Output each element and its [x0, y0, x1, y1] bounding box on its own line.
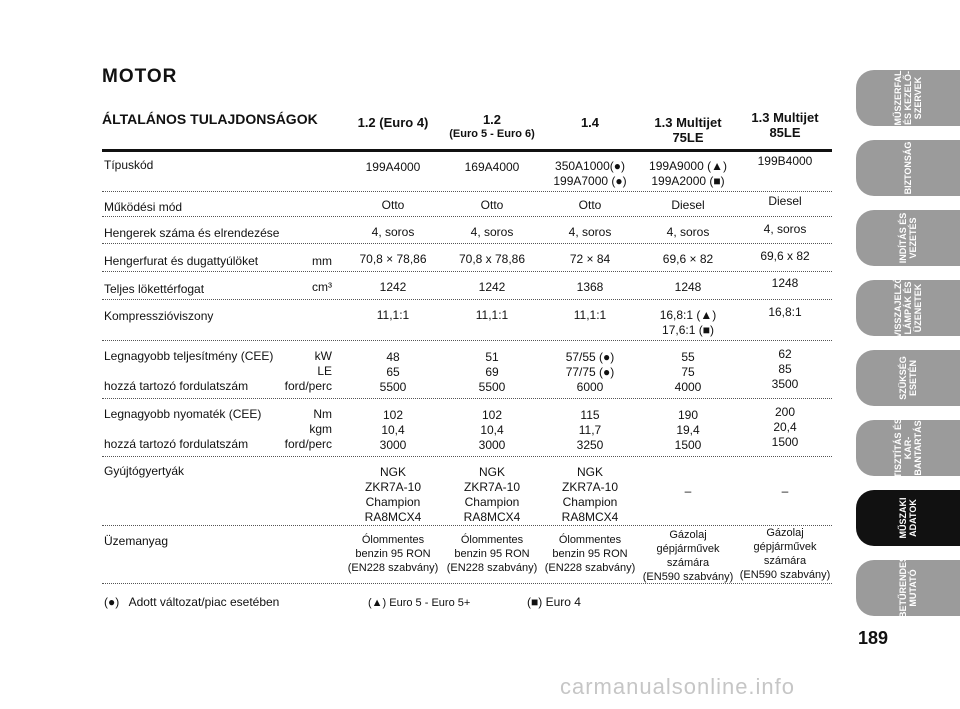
tipuskod-c3-line: 350A1000(●) — [555, 159, 625, 173]
footnote-variant: (●) Adott változat/piac esetében — [104, 595, 280, 609]
loket-c4: 1248 — [674, 280, 702, 294]
mod-c1: Otto — [381, 198, 405, 212]
row-divider — [102, 191, 832, 192]
tab-label: SZÜKSÉG ESETÉN — [898, 356, 918, 400]
label-uzem: Üzemanyag — [104, 534, 169, 548]
uzem-c3-line: benzin 95 RON — [552, 548, 628, 560]
row-divider — [102, 271, 832, 272]
nyom-c3-line: 115 — [580, 408, 600, 422]
header-col1: 1.2 (Euro 4) — [357, 115, 429, 130]
kompr-c3: 11,1:1 — [573, 308, 607, 322]
tab-muszerfal[interactable] — [856, 70, 960, 126]
uzem-c5-line: (EN590 szabvány) — [739, 569, 831, 581]
furat-c4: 69,6 × 82 — [662, 252, 714, 266]
header-col2-main: 1.2 — [482, 112, 502, 127]
kompr-c1: 11,1:1 — [376, 308, 410, 322]
nyom-c5 — [737, 405, 833, 450]
telj-c2-line: 69 — [485, 365, 499, 379]
nyom-c3-line: 11,7 — [578, 423, 602, 437]
gyujto-c3-line: RA8MCX4 — [561, 510, 619, 524]
unit-telj-kw: kW — [314, 349, 332, 363]
nyom-c5-line: 200 — [774, 405, 796, 419]
gyujto-c3-line: NGK — [576, 465, 603, 479]
header-rule — [102, 149, 832, 152]
tipuskod-c4 — [640, 159, 736, 189]
telj-c1-line: 65 — [386, 365, 400, 379]
uzem-c4 — [640, 528, 736, 584]
mod-c5: Diesel — [768, 194, 802, 208]
tab-tisztitas[interactable] — [856, 417, 960, 478]
gyujto-c2-line: NGK — [478, 465, 505, 479]
telj-c4-line: 4000 — [674, 380, 702, 394]
nyom-c2-line: 10,4 — [480, 423, 504, 437]
header-col4 — [640, 115, 736, 145]
header-col4-l2: 75LE — [672, 130, 704, 145]
furat-c2: 70,8 x 78,86 — [458, 252, 526, 266]
unit-telj-rpm: ford/perc — [284, 379, 332, 393]
nyom-c4-line: 19,4 — [676, 423, 700, 437]
header-col2-sub: (Euro 5 - Euro 6) — [449, 128, 535, 140]
uzem-c1-line: (EN228 szabvány) — [347, 562, 439, 574]
tab-label: MŰSZAKI ADATOK — [898, 497, 918, 539]
gyujto-c1-line: ZKR7A-10 — [364, 480, 422, 494]
gyujto-c2-line: Champion — [464, 495, 520, 509]
label-nyom: Legnagyobb nyomaték (CEE) — [104, 407, 262, 421]
tipuskod-c1: 199A4000 — [365, 160, 421, 174]
furat-c3: 72 × 84 — [569, 252, 611, 266]
telj-c1 — [345, 350, 441, 395]
nyom-c4-line: 190 — [677, 408, 699, 422]
label-tipuskod: Típuskód — [104, 158, 154, 172]
uzem-c1-line: benzin 95 RON — [355, 548, 431, 560]
tab-label: TISZTÍTÁS ÉS KAR- BANTARTÁS — [893, 417, 923, 478]
label-telj: Legnagyobb teljesítmény (CEE) — [104, 349, 274, 363]
unit-loket: cm³ — [312, 280, 332, 294]
label-henger: Hengerek száma és elrendezése — [104, 226, 280, 240]
telj-c3-line: 77/75 (●) — [565, 365, 615, 379]
loket-c1: 1242 — [379, 280, 407, 294]
telj-c5-line: 85 — [778, 362, 792, 376]
tab-beturendes[interactable] — [856, 555, 960, 618]
telj-c3-line: 6000 — [576, 380, 604, 394]
nyom-c1-line: 10,4 — [381, 423, 405, 437]
gyujto-c2-line: RA8MCX4 — [463, 510, 521, 524]
henger-c4: 4, soros — [666, 225, 710, 239]
unit-nyom-rpm: ford/perc — [284, 437, 332, 451]
nyom-c2-line: 3000 — [478, 438, 506, 452]
uzem-c3-line: (EN228 szabvány) — [544, 562, 636, 574]
tab-label: BIZTONSÁG — [903, 141, 913, 195]
tipuskod-c2: 169A4000 — [464, 160, 520, 174]
tab-label: MŰSZERFAL ÉS KEZELŐ- SZERVEK — [893, 70, 923, 126]
telj-c5-line: 62 — [778, 347, 792, 361]
tab-szukseg[interactable] — [856, 350, 960, 406]
henger-c1: 4, soros — [371, 225, 415, 239]
uzem-c5-line: gépjárművek — [753, 541, 817, 553]
uzem-c1 — [345, 533, 441, 575]
tab-inditas[interactable] — [856, 210, 960, 266]
tipuskod-c5: 199B4000 — [757, 154, 813, 168]
nyom-c1-line: 3000 — [379, 438, 407, 452]
uzem-c2-line: (EN228 szabvány) — [446, 562, 538, 574]
nyom-c3-line: 3250 — [576, 438, 604, 452]
page-title: MOTOR — [102, 66, 178, 87]
footnote-euro5: (▲) Euro 5 - Euro 5+ — [368, 597, 471, 609]
loket-c3: 1368 — [576, 280, 604, 294]
tipuskod-c3-line: 199A7000 (●) — [553, 174, 627, 188]
uzem-c2-line: Ólommentes — [460, 534, 524, 546]
header-col4-l1: 1.3 Multijet — [654, 115, 722, 130]
telj-c2 — [444, 350, 540, 395]
uzem-c4-line: számára — [666, 557, 710, 569]
uzem-c3-line: Ólommentes — [558, 534, 622, 546]
gyujto-c5: – — [781, 484, 789, 498]
nyom-c1-line: 102 — [382, 408, 404, 422]
telj-c4-line: 75 — [681, 365, 695, 379]
tipuskod-c3 — [542, 159, 638, 189]
uzem-c3 — [542, 533, 638, 575]
nyom-c4 — [640, 408, 736, 453]
row-divider — [102, 525, 832, 526]
telj-c3 — [542, 350, 638, 395]
gyujto-c2 — [444, 465, 540, 525]
tab-visszajelzo[interactable] — [856, 276, 960, 338]
tab-muszaki-adatok[interactable] — [856, 490, 960, 546]
gyujto-c2-line: ZKR7A-10 — [463, 480, 521, 494]
telj-c5 — [737, 347, 833, 392]
label-nyom-rpm: hozzá tartozó fordulatszám — [104, 437, 249, 451]
gyujto-c1 — [345, 465, 441, 525]
label-mod: Működési mód — [104, 200, 183, 214]
henger-c5: 4, soros — [763, 222, 807, 236]
gyujto-c3 — [542, 465, 638, 525]
unit-nyom-kgm: kgm — [309, 422, 332, 436]
mod-c4: Diesel — [671, 198, 705, 212]
telj-c1-line: 5500 — [379, 380, 407, 394]
kompr-c5: 16,8:1 — [768, 305, 802, 319]
nyom-c3 — [542, 408, 638, 453]
mod-c3: Otto — [578, 198, 602, 212]
gyujto-c3-line: ZKR7A-10 — [561, 480, 619, 494]
footnote-euro4: (■) Euro 4 — [527, 595, 581, 609]
nyom-c1 — [345, 408, 441, 453]
nyom-c4-line: 1500 — [674, 438, 702, 452]
uzem-c4-line: Gázolaj — [669, 529, 707, 541]
gyujto-c1-line: NGK — [379, 465, 406, 479]
label-loket: Teljes lökettérfogat — [104, 282, 205, 296]
label-telj-rpm: hozzá tartozó fordulatszám — [104, 379, 249, 393]
header-general: ÁLTALÁNOS TULAJDONSÁGOK — [102, 111, 318, 127]
henger-c3: 4, soros — [568, 225, 612, 239]
telj-c1-line: 48 — [386, 350, 400, 364]
telj-c2-line: 51 — [485, 350, 499, 364]
row-divider — [102, 243, 832, 244]
uzem-c5-line: számára — [763, 555, 807, 567]
tab-label: VISSZAJELZŐ LÁMPÁK ÉS ÜZENETEK — [893, 276, 923, 338]
uzem-c2-line: benzin 95 RON — [454, 548, 530, 560]
nyom-c2-line: 102 — [481, 408, 503, 422]
telj-c3-line: 57/55 (●) — [565, 350, 615, 364]
page-number: 189 — [858, 628, 889, 648]
tipuskod-c4-line: 199A2000 (■) — [651, 174, 725, 188]
loket-c5: 1248 — [771, 276, 799, 290]
gyujto-c1-line: Champion — [365, 495, 421, 509]
kompr-c2: 11,1:1 — [475, 308, 509, 322]
tab-label: INDÍTÁS ÉS VEZETÉS — [898, 212, 918, 264]
tab-label: BETŰRENDES MUTATÓ — [898, 555, 918, 618]
header-col5-l2: 85LE — [769, 125, 801, 140]
telj-c2-line: 5500 — [478, 380, 506, 394]
row-divider — [102, 340, 832, 341]
row-divider — [102, 299, 832, 300]
row-divider — [102, 456, 832, 457]
row-divider — [102, 216, 832, 217]
uzem-c4-line: gépjárművek — [656, 543, 720, 555]
watermark: carmanualsonline.info — [560, 674, 796, 699]
kompr-c4 — [640, 308, 736, 338]
uzem-c1-line: Ólommentes — [361, 534, 425, 546]
header-col3: 1.4 — [580, 115, 600, 130]
tipuskod-c4-line: 199A9000 (▲) — [649, 159, 727, 173]
gyujto-c3-line: Champion — [562, 495, 618, 509]
nyom-c5-line: 1500 — [771, 435, 799, 449]
nyom-c2 — [444, 408, 540, 453]
unit-nyom-nm: Nm — [313, 407, 332, 421]
label-furat: Hengerfurat és dugattyúlöket — [104, 254, 259, 268]
loket-c2: 1242 — [478, 280, 506, 294]
mod-c2: Otto — [480, 198, 504, 212]
uzem-c4-line: (EN590 szabvány) — [642, 571, 734, 583]
uzem-c2 — [444, 533, 540, 575]
nyom-c5-line: 20,4 — [773, 420, 797, 434]
header-col5 — [737, 110, 833, 140]
kompr-c4-line: 16,8:1 (▲) — [659, 308, 717, 322]
gyujto-c4: – — [684, 484, 692, 498]
furat-c5: 69,6 x 82 — [760, 249, 810, 263]
unit-furat: mm — [312, 254, 332, 268]
row-divider — [102, 398, 832, 399]
label-gyujto: Gyújtógyertyák — [104, 464, 185, 478]
uzem-c5-line: Gázolaj — [766, 527, 804, 539]
unit-telj-le: LE — [317, 364, 332, 378]
furat-c1: 70,8 × 78,86 — [359, 252, 427, 266]
kompr-c4-line: 17,6:1 (■) — [662, 323, 714, 337]
label-kompr: Kompresszióviszony — [104, 309, 214, 323]
uzem-c5 — [737, 526, 833, 582]
tab-biztonsag[interactable] — [856, 140, 960, 196]
henger-c2: 4, soros — [470, 225, 514, 239]
telj-c4-line: 55 — [681, 350, 695, 364]
telj-c5-line: 3500 — [771, 377, 799, 391]
header-col2 — [444, 112, 540, 142]
header-col5-l1: 1.3 Multijet — [751, 110, 819, 125]
telj-c4 — [640, 350, 736, 395]
gyujto-c1-line: RA8MCX4 — [364, 510, 422, 524]
